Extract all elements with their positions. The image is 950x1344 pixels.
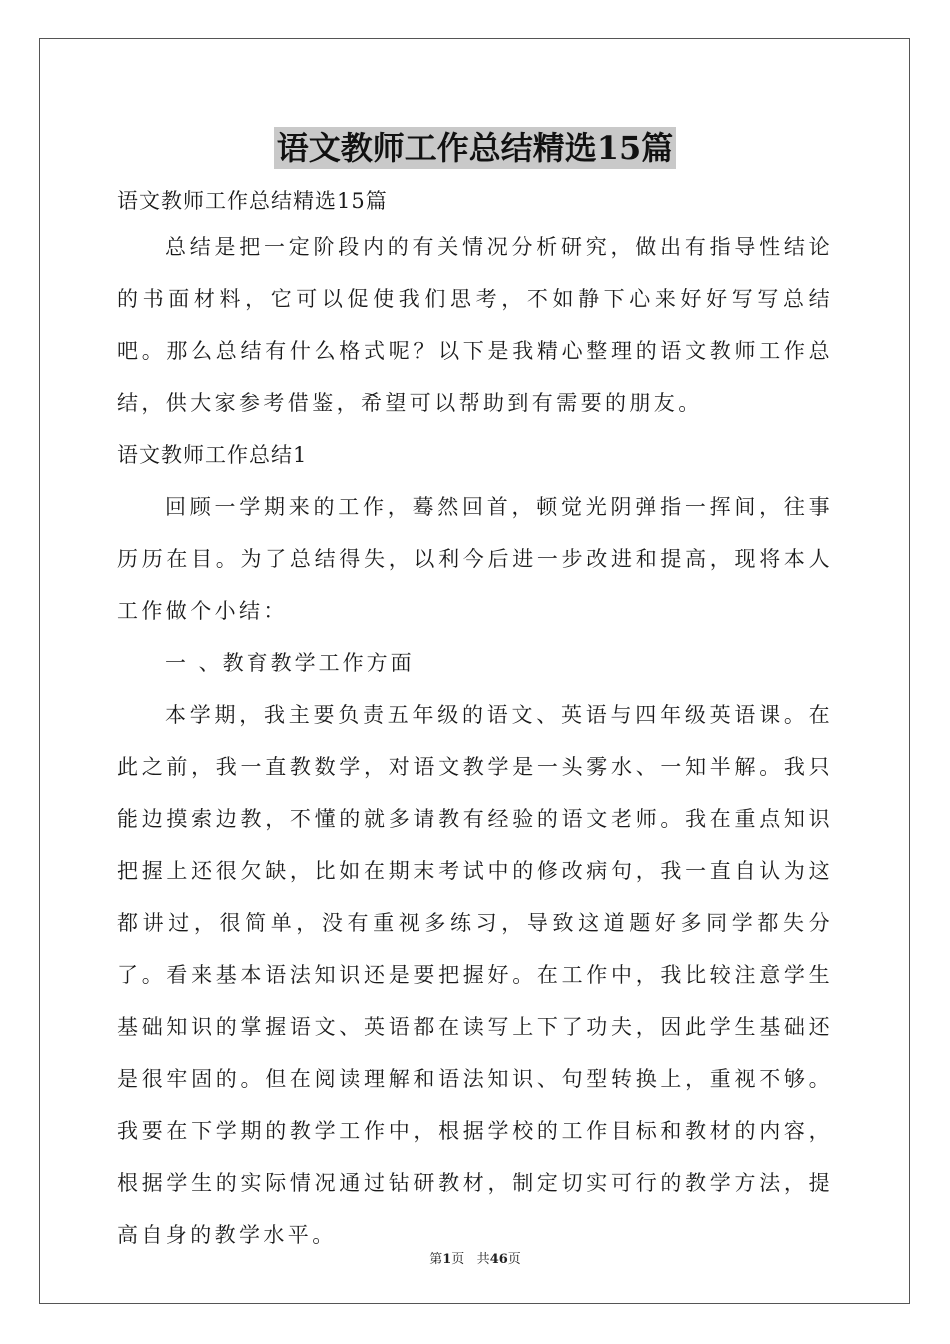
page-footer: [0, 1248, 950, 1267]
section-heading: 语文教师工作总结1: [117, 443, 308, 467]
document-body: [117, 181, 833, 1261]
subheading: 一 、教育教学工作方面: [165, 651, 415, 675]
title-container: [0, 127, 950, 169]
subtitle-line: 语文教师工作总结精选15篇: [117, 189, 388, 213]
section-paragraph-2: 本学期，我主要负责五年级的语文、英语与四年级英语课。在此之前，我一直教数学，对语文教学是一头雾水、一知半解。我只能边摸索边教，不懂的就多请教有经验的语文老师。我在重点知识把握上还很欠缺，比如在期末考试中的修改病句，我一直自认为这都讲过，很简单，没有重视多练习，导致这道题好多同学都失分了。看来基本语法知识还是要把握好。在工作中，我比较注意学生基础知识的掌握语文、英语都在读写上下了功夫，因此学生基础还是很牢固的。但在阅读理解和语法知识、句型转换上，重视不够。我要在下学期的教学工作中，根据学校的工作目标和教材的内容，根据学生的实际情况通过钻研教材，制定切实可行的教学方法，提高自身的教学水平。: [117, 703, 833, 1247]
footer-total-prefix: 共: [476, 1252, 490, 1267]
footer-total-suffix: 页: [507, 1252, 521, 1267]
footer-page-word: 页: [451, 1252, 465, 1267]
intro-paragraph: 总结是把一定阶段内的有关情况分析研究，做出有指导性结论的书面材料，它可以促使我们思考，不如静下心来好好写写总结吧。那么总结有什么格式呢？以下是我精心整理的语文教师工作总结，供大家参考借鉴，希望可以帮助到有需要的朋友。: [117, 235, 833, 415]
footer-prefix: 第: [429, 1252, 443, 1267]
document-title: 语文教师工作总结精选15篇: [274, 127, 677, 169]
footer-total-pages: 46: [489, 1252, 508, 1267]
footer-current-page: 1: [442, 1252, 452, 1267]
section-paragraph-1: 回顾一学期来的工作，蓦然回首，顿觉光阴弹指一挥间，往事历历在目。为了总结得失，以利今后进一步改进和提高，现将本人工作做个小结：: [117, 495, 833, 623]
